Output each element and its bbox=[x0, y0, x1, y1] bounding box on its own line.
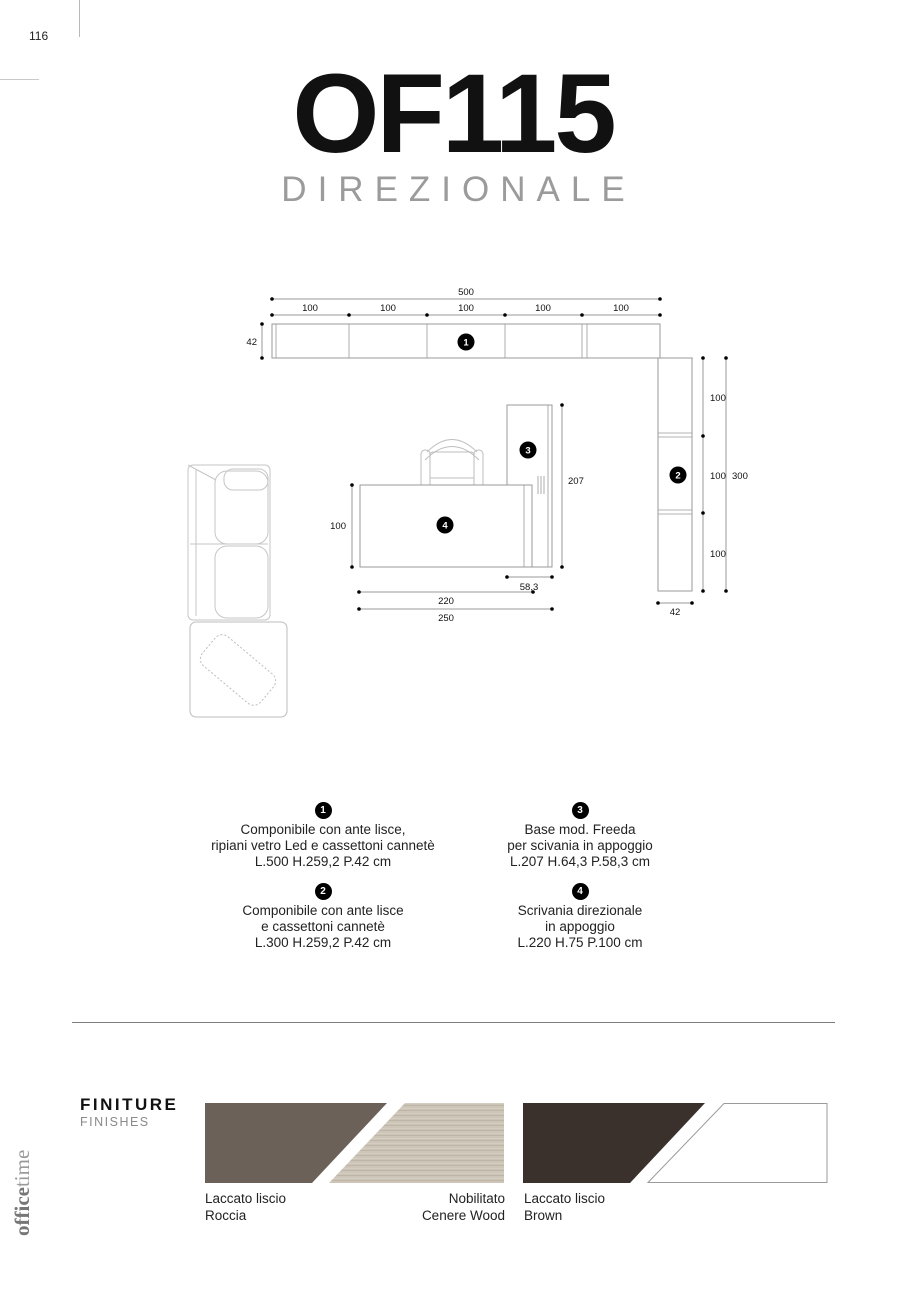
item-2-line-1: Componibile con ante lisce bbox=[242, 903, 404, 918]
svg-text:100: 100 bbox=[710, 471, 726, 482]
dim-depth: 42 bbox=[246, 337, 257, 348]
item-1-line-2: ripiani vetro Led e cassettoni cannetè bbox=[211, 838, 435, 853]
svg-text:100: 100 bbox=[710, 549, 726, 560]
item-3-line-1: Base mod. Freeda bbox=[524, 822, 636, 837]
item-3-description bbox=[430, 801, 730, 870]
item-4-badge: 4 bbox=[572, 883, 589, 900]
item-2-badge: 2 bbox=[315, 883, 332, 900]
item-3-badge: 3 bbox=[572, 802, 589, 819]
item-1-description bbox=[173, 801, 473, 870]
item-4-description bbox=[430, 882, 730, 951]
dim-overall-width: 250 bbox=[438, 613, 454, 624]
item-1-line-3: L.500 H.259,2 P.42 cm bbox=[254, 854, 392, 869]
marker-1: 1 bbox=[463, 337, 469, 349]
svg-text:100: 100 bbox=[535, 303, 551, 314]
section-divider bbox=[72, 1022, 835, 1023]
item-1-line-1: Componibile con ante lisce, bbox=[240, 822, 406, 837]
item-1-badge: 1 bbox=[315, 802, 332, 819]
dim-desk-depth: 100 bbox=[330, 521, 346, 532]
brand-light: time bbox=[10, 1149, 34, 1188]
marker-2: 2 bbox=[675, 470, 681, 482]
page-subtitle: DIREZIONALE bbox=[281, 170, 636, 209]
dim-base-width: 58,3 bbox=[519, 582, 539, 593]
finishes-heading: FINITURE bbox=[80, 1095, 179, 1114]
coffee-table-outline bbox=[190, 622, 287, 717]
item-4-line-1: Scrivania direzionale bbox=[517, 903, 643, 918]
chair-outline bbox=[421, 440, 483, 489]
svg-text:100: 100 bbox=[380, 303, 396, 314]
svg-text:100: 100 bbox=[613, 303, 629, 314]
marker-3: 3 bbox=[525, 445, 531, 457]
marker-4: 4 bbox=[442, 520, 448, 532]
corner-vertical-rule bbox=[79, 0, 80, 37]
item-4-line-2: in appoggio bbox=[545, 919, 615, 934]
item-2-description bbox=[173, 882, 473, 951]
swatch-label-brown: Laccato liscio Brown bbox=[524, 1191, 606, 1223]
dim-total-width: 500 bbox=[458, 287, 474, 298]
technical-drawing bbox=[170, 240, 770, 730]
item-2-line-2: e cassettoni cannetè bbox=[261, 919, 385, 934]
cabinet-top-view bbox=[272, 324, 693, 358]
brand-bold: office bbox=[10, 1187, 34, 1236]
item-2-line-3: L.300 H.259,2 P.42 cm bbox=[254, 935, 392, 950]
item-4-line-3: L.220 H.75 P.100 cm bbox=[517, 935, 643, 950]
item-3-line-2: per scivania in appoggio bbox=[507, 838, 653, 853]
dim-col-total: 300 bbox=[732, 471, 748, 482]
item-3-line-3: L.207 H.64,3 P.58,3 cm bbox=[509, 854, 651, 869]
dim-base-height: 207 bbox=[568, 476, 584, 487]
page-number: 116 bbox=[29, 29, 49, 43]
dim-desk-width: 220 bbox=[438, 596, 454, 607]
svg-text:100: 100 bbox=[302, 303, 318, 314]
finishes-subheading: FINISHES bbox=[80, 1115, 150, 1129]
svg-text:100: 100 bbox=[710, 393, 726, 404]
swatch-label-roccia: Laccato liscio Roccia bbox=[205, 1191, 287, 1223]
finish-swatches bbox=[205, 1103, 828, 1184]
svg-text:100: 100 bbox=[458, 303, 474, 314]
swatch-label-cenere-wood: Nobilitato Cenere Wood bbox=[421, 1191, 505, 1223]
sofa-outline bbox=[188, 465, 270, 620]
dim-col-depth: 42 bbox=[669, 607, 681, 618]
brand-logo bbox=[10, 1150, 35, 1236]
page-title: OF115 bbox=[292, 51, 614, 176]
